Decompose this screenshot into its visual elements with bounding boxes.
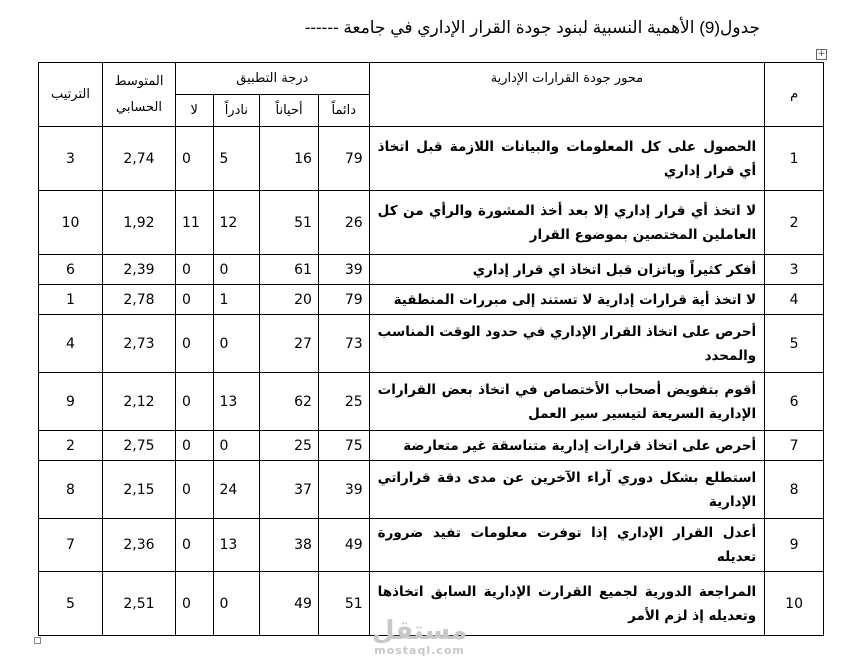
value-no: 0 — [175, 255, 213, 285]
table-row — [39, 315, 824, 373]
value-rank: 4 — [39, 315, 103, 373]
header-no: لا — [175, 95, 213, 127]
header-m: م — [765, 63, 824, 127]
value-rarely: 0 — [213, 431, 260, 461]
value-sometimes: 25 — [260, 431, 319, 461]
header-axis: محور جودة القرارات الإدارية — [369, 63, 765, 127]
row-item: لا اتخذ أية قرارات إدارية لا تستند إلى مبررات المنطقية — [369, 285, 765, 315]
value-sometimes: 61 — [260, 255, 319, 285]
value-sometimes: 38 — [260, 519, 319, 572]
value-rank: 5 — [39, 572, 103, 636]
value-always: 75 — [318, 431, 369, 461]
value-always: 79 — [318, 127, 369, 191]
value-no: 0 — [175, 373, 213, 431]
table-row — [39, 191, 824, 255]
value-mean: 2,73 — [102, 315, 175, 373]
header-sometimes: أحياناً — [260, 95, 319, 127]
value-rarely: 0 — [213, 572, 260, 636]
row-item: أعدل القرار الإداري إذا توفرت معلومات تفيد ضرورة تعديله — [369, 519, 765, 572]
table-row — [39, 431, 824, 461]
watermark-logo: مستقل mostaql.com — [372, 616, 468, 657]
value-always: 26 — [318, 191, 369, 255]
value-no: 0 — [175, 315, 213, 373]
value-mean: 2,78 — [102, 285, 175, 315]
value-rarely: 0 — [213, 315, 260, 373]
value-rank: 1 — [39, 285, 103, 315]
row-item: أحرص على اتخاذ القرار الإداري في حدود الوقت المناسب والمحدد — [369, 315, 765, 373]
value-sometimes: 16 — [260, 127, 319, 191]
value-rank: 6 — [39, 255, 103, 285]
header-rank: الترتيب — [39, 63, 103, 127]
row-number: 10 — [765, 572, 824, 636]
table-row — [39, 127, 824, 191]
row-number: 9 — [765, 519, 824, 572]
value-no: 0 — [175, 461, 213, 519]
value-always: 39 — [318, 461, 369, 519]
value-rarely: 1 — [213, 285, 260, 315]
value-rarely: 12 — [213, 191, 260, 255]
row-number: 6 — [765, 373, 824, 431]
row-item: أقوم بتفويض أصحاب الأختصاص في اتخاذ بعض القرارات الإدارية السريعة لتيسير سير العمل — [369, 373, 765, 431]
value-sometimes: 20 — [260, 285, 319, 315]
row-number: 7 — [765, 431, 824, 461]
table-row — [39, 461, 824, 519]
value-rank: 2 — [39, 431, 103, 461]
header-always: دائماً — [318, 95, 369, 127]
row-item: لا اتخذ أي قرار إداري إلا بعد أخذ المشورة والرأي من كل العاملين المختصين بموضوع القرار — [369, 191, 765, 255]
row-item: الحصول على كل المعلومات والبيانات اللازمة قبل اتخاذ أي قرار إداري — [369, 127, 765, 191]
table-row — [39, 373, 824, 431]
row-number: 8 — [765, 461, 824, 519]
value-rarely: 13 — [213, 373, 260, 431]
value-no: 0 — [175, 519, 213, 572]
value-always: 73 — [318, 315, 369, 373]
table-title: جدول(9) الأهمية النسبية لبنود جودة القرار الإداري في جامعة ------ — [304, 18, 760, 37]
value-mean: 2,39 — [102, 255, 175, 285]
header-rarely: نادراً — [213, 95, 260, 127]
row-item: أفكر كثيراً وباتزان قبل اتخاذ اي قرار إداري — [369, 255, 765, 285]
value-rarely: 0 — [213, 255, 260, 285]
value-sometimes: 37 — [260, 461, 319, 519]
value-mean: 2,36 — [102, 519, 175, 572]
value-rarely: 5 — [213, 127, 260, 191]
value-always: 51 — [318, 572, 369, 636]
value-no: 0 — [175, 127, 213, 191]
value-sometimes: 62 — [260, 373, 319, 431]
resize-corner-icon[interactable] — [34, 637, 41, 644]
row-item: المراجعة الدورية لجميع القرارت الإدارية السابق اتخاذها وتعديله إذ لزم الأمر — [369, 572, 765, 636]
value-mean: 2,75 — [102, 431, 175, 461]
value-rank: 7 — [39, 519, 103, 572]
value-no: 11 — [175, 191, 213, 255]
move-handle-icon[interactable]: + — [817, 49, 826, 59]
header-degree: درجة التطبيق — [175, 63, 369, 95]
value-mean: 2,51 — [102, 572, 175, 636]
row-item: استطلع بشكل دوري آراء الآخرين عن مدى دقة قراراتي الإدارية — [369, 461, 765, 519]
value-mean: 2,12 — [102, 373, 175, 431]
quality-table — [38, 62, 824, 636]
value-rarely: 24 — [213, 461, 260, 519]
value-always: 49 — [318, 519, 369, 572]
value-rank: 3 — [39, 127, 103, 191]
value-always: 79 — [318, 285, 369, 315]
row-number: 3 — [765, 255, 824, 285]
value-mean: 2,15 — [102, 461, 175, 519]
value-always: 25 — [318, 373, 369, 431]
value-sometimes: 51 — [260, 191, 319, 255]
table-row — [39, 519, 824, 572]
row-number: 4 — [765, 285, 824, 315]
table-row — [39, 285, 824, 315]
row-number: 2 — [765, 191, 824, 255]
value-rank: 10 — [39, 191, 103, 255]
row-item: أحرص على اتخاذ قرارات إدارية متناسقة غير متعارضة — [369, 431, 765, 461]
value-rank: 9 — [39, 373, 103, 431]
value-no: 0 — [175, 431, 213, 461]
value-rarely: 13 — [213, 519, 260, 572]
table-row — [39, 255, 824, 285]
value-sometimes: 49 — [260, 572, 319, 636]
value-always: 39 — [318, 255, 369, 285]
header-mean: المتوسط الحسابي — [102, 63, 175, 127]
value-sometimes: 27 — [260, 315, 319, 373]
value-no: 0 — [175, 285, 213, 315]
value-mean: 1,92 — [102, 191, 175, 255]
row-number: 5 — [765, 315, 824, 373]
value-no: 0 — [175, 572, 213, 636]
row-number: 1 — [765, 127, 824, 191]
value-rank: 8 — [39, 461, 103, 519]
value-mean: 2,74 — [102, 127, 175, 191]
